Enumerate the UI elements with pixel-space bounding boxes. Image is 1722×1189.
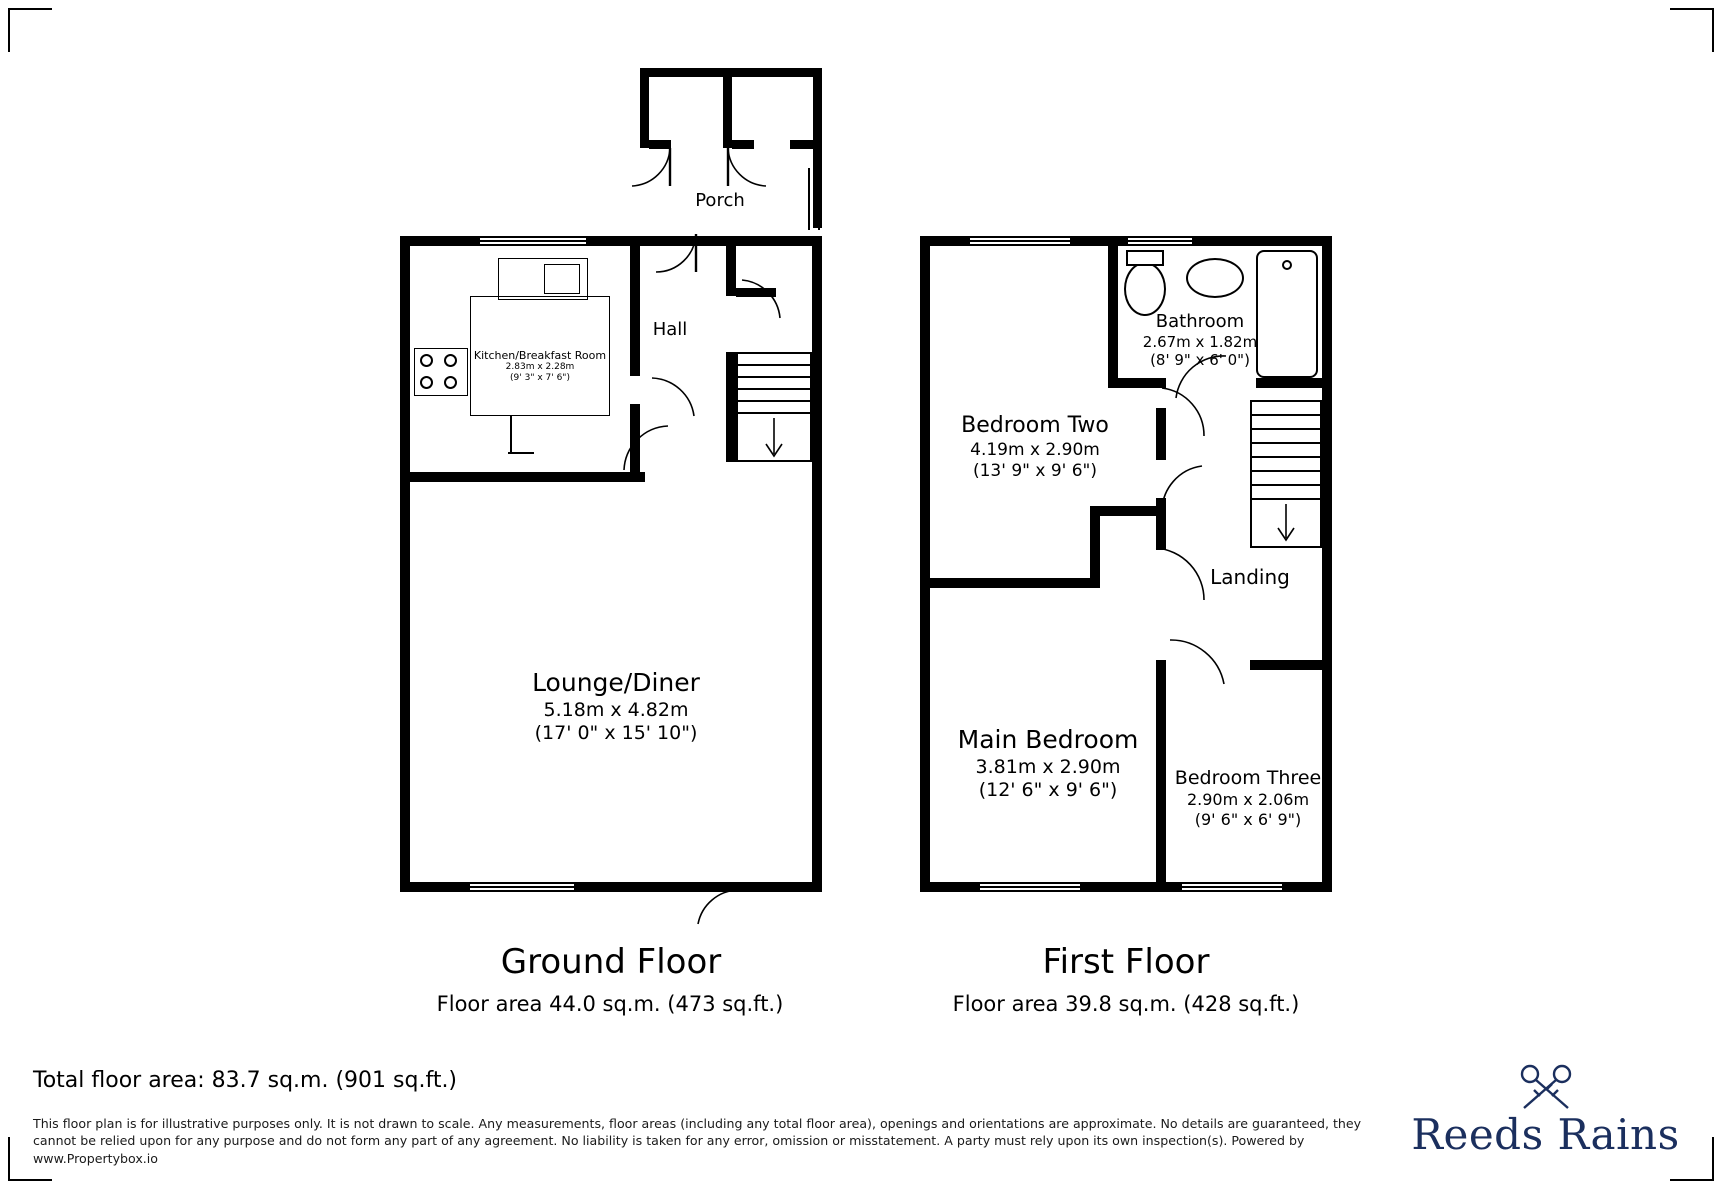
landing-door-icon — [1158, 462, 1214, 518]
stair-step — [1252, 456, 1320, 458]
ground-floor-area: Floor area 44.0 sq.m. (473 sq.ft.) — [436, 992, 784, 1016]
bedroom-three-window-line — [1182, 886, 1282, 888]
bedroom-three-door-icon — [1166, 636, 1236, 692]
main-bedroom-window-line — [980, 886, 1080, 888]
first-floor-area: Floor area 39.8 sq.m. (428 sq.ft.) — [952, 992, 1300, 1016]
stair-step — [1252, 414, 1320, 416]
room-label-kitchen: Kitchen/Breakfast Room 2.83m x 2.28m (9' 3" x 7' 6") — [473, 349, 607, 384]
toilet-icon — [1124, 262, 1166, 316]
toilet-cistern-icon — [1126, 250, 1164, 266]
room-label-porch: Porch — [695, 190, 745, 211]
stair-step — [1252, 428, 1320, 430]
bedroom-two-wall-bottom — [920, 578, 1100, 588]
first-wall-left — [920, 236, 930, 892]
bedroom-two-window-line — [970, 240, 1070, 242]
corner-mark-top-right — [1670, 8, 1714, 52]
room-label-hall: Hall — [652, 319, 688, 340]
room-label-bathroom: Bathroom 2.67m x 1.82m (8' 9" x 6' 0") — [1142, 311, 1258, 370]
bath-tap-icon — [1282, 260, 1292, 270]
brand-logo — [1403, 1060, 1688, 1159]
total-floor-area: Total floor area: 83.7 sq.m. (901 sq.ft.) — [33, 1068, 458, 1093]
first-floor-title: First Floor — [1042, 942, 1210, 982]
crossed-keys-icon — [1403, 1060, 1688, 1112]
bedroom-two-door-icon — [1158, 384, 1214, 446]
bathroom-wall-bottom-right — [1256, 378, 1322, 388]
room-label-bedroom-two: Bedroom Two 4.19m x 2.90m (13' 9" x 9' 6") — [961, 413, 1109, 481]
room-label-lounge-diner: Lounge/Diner 5.18m x 4.82m (17' 0" x 15' 10") — [532, 668, 700, 744]
bedroom-three-wall-top — [1250, 660, 1332, 670]
first-stair-direction-arrow-icon — [1256, 500, 1316, 548]
bedroom-two-wall-step-horizontal — [1090, 506, 1166, 516]
stair-step — [1252, 484, 1320, 486]
stair-step — [1252, 470, 1320, 472]
room-label-bedroom-three: Bedroom Three 2.90m x 2.06m (9' 6" x 6' 9") — [1174, 767, 1322, 829]
disclaimer-text: This floor plan is for illustrative purposes only. It is not drawn to scale. Any measurements, floor areas (including any total floor area), openings and orientations are approximate. No details are guaranteed, they cannot be relied upon for any purpose and do not form any part of any agreement. No liability is taken for any error, omission or misstatement. A party must rely upon its own inspection(s). Powered by www.Propertybox.io — [33, 1116, 1362, 1166]
ground-floor-title: Ground Floor — [500, 942, 722, 982]
basin-icon — [1186, 258, 1244, 298]
room-label-landing: Landing — [1210, 565, 1290, 589]
room-label-main-bedroom: Main Bedroom 3.81m x 2.90m (12' 6" x 9' 6") — [957, 725, 1139, 801]
stair-step — [1252, 442, 1320, 444]
bedroom-two-wall-step-vertical — [1090, 506, 1100, 588]
bathroom-window-line — [1128, 240, 1192, 242]
brand-name: Reeds Rains — [1411, 1110, 1680, 1159]
